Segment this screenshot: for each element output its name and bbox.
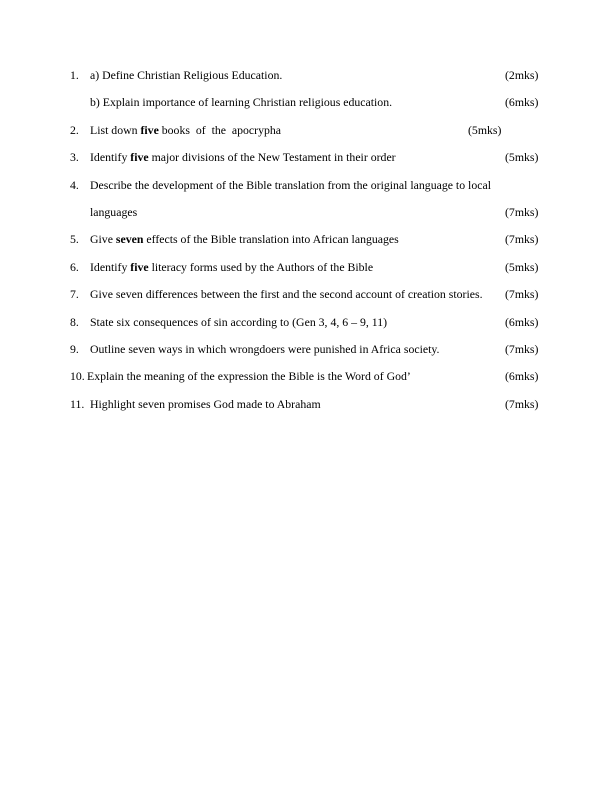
question-row	[0, 89, 612, 116]
question-marks: (6mks)	[505, 369, 539, 384]
question-text-segment: Describe the development of the Bible translation from the original language to local	[90, 177, 491, 192]
question-marks: (5mks)	[505, 150, 539, 165]
question-text-segment: Highlight seven promises God made to Abraham	[90, 396, 321, 411]
question-text	[90, 172, 491, 199]
question-text-segment: a) Define Christian Religious Education.	[90, 68, 283, 82]
question-number: 3.	[70, 150, 79, 165]
question-text-segment: books of the apocrypha	[158, 122, 282, 137]
question-number: 9.	[70, 341, 79, 356]
question-text-segment: State six consequences of sin according to (Gen 3, 4, 6 – 9, 11)	[90, 314, 388, 329]
question-marks: (7mks)	[505, 341, 539, 356]
question-text	[90, 226, 399, 253]
question-number: 7.	[70, 287, 79, 302]
question-text-segment: literacy forms used by the Authors of the Bible	[148, 259, 374, 274]
question-row	[0, 62, 612, 89]
question-marks: (7mks)	[505, 204, 539, 219]
question-text	[90, 62, 282, 89]
question-number: 6.	[70, 259, 79, 274]
question-text-segment: five	[130, 259, 149, 274]
question-row	[0, 117, 612, 144]
question-row	[0, 226, 612, 253]
question-text	[90, 199, 137, 226]
question-list	[0, 62, 612, 418]
question-text-segment: languages	[90, 204, 138, 219]
question-text-segment: Give seven differences between the first and the second account of creation stories.	[90, 287, 483, 302]
question-marks: (2mks)	[505, 68, 539, 82]
question-number: 4.	[70, 177, 79, 192]
question-text	[87, 363, 411, 390]
question-text	[90, 309, 387, 336]
question-text-segment: major divisions of the New Testament in their order	[148, 150, 396, 165]
question-marks: (7mks)	[505, 396, 539, 411]
question-row	[0, 254, 612, 281]
question-text-segment: Explain the meaning of the expression the Bible is the Word of God’	[87, 369, 411, 384]
question-row	[0, 281, 612, 308]
question-text-segment: Identify	[90, 150, 131, 165]
question-text-segment: effects of the Bible translation into African languages	[143, 232, 399, 247]
question-marks: (6mks)	[505, 314, 539, 329]
question-row	[0, 199, 612, 226]
question-row	[0, 309, 612, 336]
question-text-segment: seven	[115, 232, 144, 247]
question-text	[90, 117, 281, 144]
question-number: 2.	[70, 122, 79, 137]
question-text-segment: Outline seven ways in which wrongdoers were punished in Africa society.	[90, 341, 440, 356]
question-marks: (5mks)	[468, 122, 502, 137]
question-text-segment: five	[130, 150, 149, 165]
question-marks: (5mks)	[505, 259, 539, 274]
question-text-segment: List down	[90, 122, 141, 137]
question-text	[90, 281, 483, 308]
question-number: 11.	[70, 396, 85, 411]
question-text-segment: Identify	[90, 259, 131, 274]
question-text-segment: five	[140, 122, 159, 137]
question-row	[0, 336, 612, 363]
question-number: 8.	[70, 314, 79, 329]
question-row	[0, 172, 612, 199]
question-text	[90, 89, 392, 116]
question-text	[90, 144, 396, 171]
question-text	[90, 336, 439, 363]
question-marks: (7mks)	[505, 232, 539, 247]
question-text-segment: Give	[90, 232, 116, 247]
question-text	[90, 254, 373, 281]
question-number: 1.	[70, 68, 79, 82]
question-row	[0, 144, 612, 171]
question-marks: (7mks)	[505, 287, 539, 302]
question-text-segment: b) Explain importance of learning Christian religious education.	[90, 95, 393, 110]
question-row	[0, 391, 612, 418]
question-text	[90, 391, 321, 418]
question-row	[0, 363, 612, 390]
question-marks: (6mks)	[505, 95, 539, 110]
question-number: 5.	[70, 232, 79, 247]
question-number: 10.	[70, 369, 85, 384]
